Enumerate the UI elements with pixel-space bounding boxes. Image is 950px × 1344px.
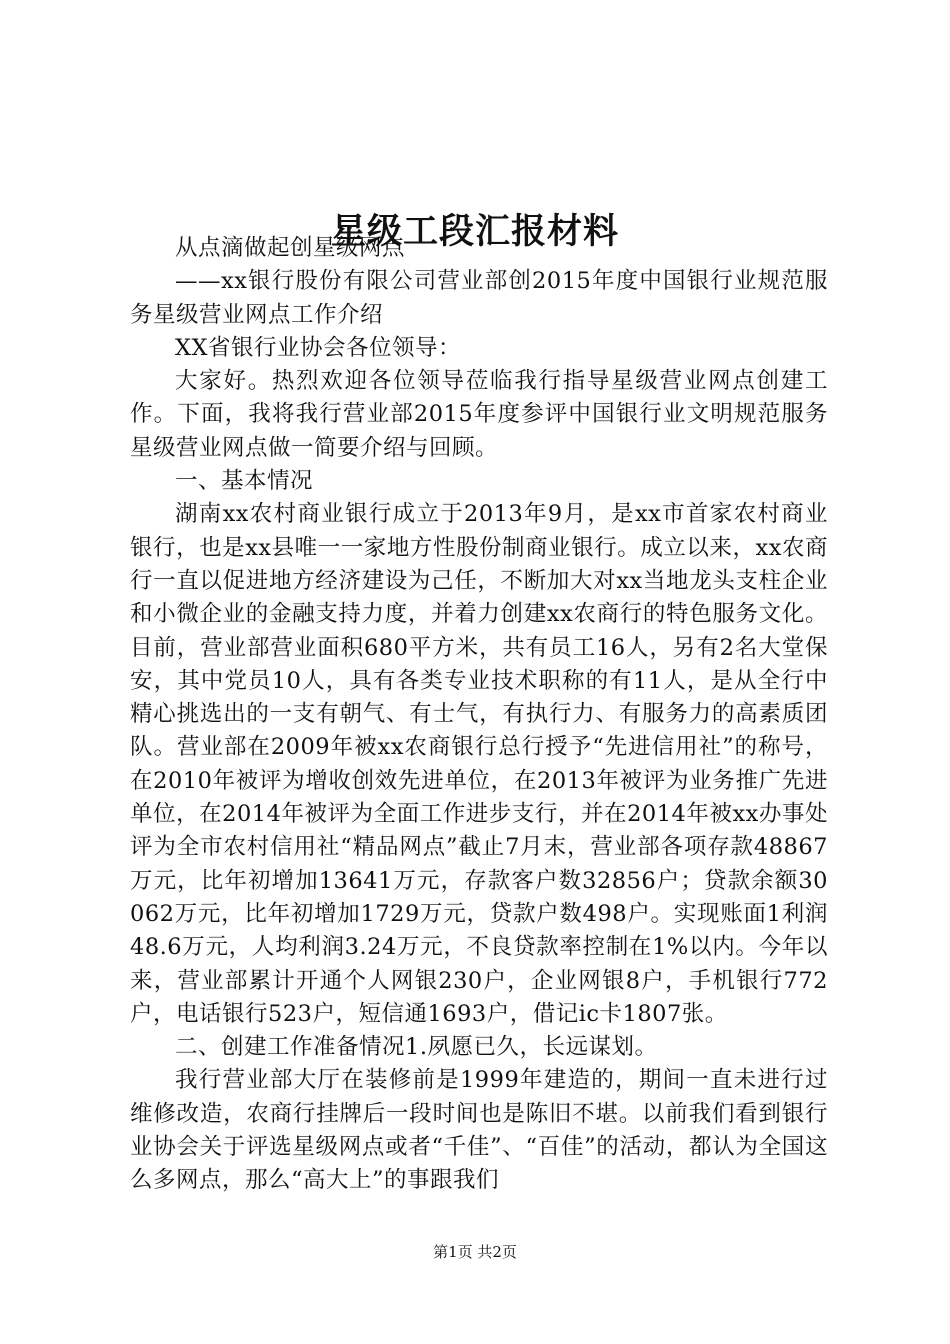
paragraph-subtitle: 从点滴做起创星级网点 — [175, 235, 406, 261]
paragraph-basic-info: 湖南xx农村商业银行成立于2013年9月，是xx市首家农村商业银行，也是xx县唯一一家地方性股份制商业银行。成立以来，xx农商行一直以促进地方经济建设为己任，不断加大对xx当地龙头支柱企业和小微企业的金融支持力度，并着力创建xx农商行的特色服务文化。目前，营业部营业面积680平方米，共有员工16人，另有2名大堂保安，其中党员10人，具有各类专业技术职称的有11人，是从全行中精心挑选出的一支有朝气、有士气，有执行力、有服务力的高素质团队。营业部在2009年被xx农商银行总行授予“先进信用社”的称号，在2010年被评为增收创效先进单位，在2013年被评为业务推广先进单位，在2014年被评为全面工作进步支行，并在2014年被xx办事处评为全市农村信用社“精品网点”截止7月末，营业部各项存款48867万元，比年初增加13641万元，存款客户数32856户；贷款余额30062万元，比年初增加1729万元，贷款户数498户。实现账面1利润48.6万元，人均利润3.24万元，不良贷款率控制在1%以内。今年以来，营业部累计开通个人网银230户，企业网银8户，手机银行772户，电话银行523户，短信通1693户，借记ic卡1807张。 — [130, 501, 828, 1027]
paragraph-preparation: 我行营业部大厅在装修前是1999年建造的，期间一直未进行过维修改造，农商行挂牌后一段时间也是陈旧不堪。以前我们看到银行业协会关于评选星级网点或者“千佳”、“百佳”的活动，都认为全国这么多网点，那么“高大上”的事跟我们 — [130, 1067, 828, 1194]
document-title: 星级工段汇报材料 — [330, 211, 619, 253]
paragraph-salutation: XX省银行业协会各位领导： — [175, 334, 462, 361]
paragraph-subheading: ——xx银行股份有限公司营业部创2015年度中国银行业规范服务星级营业网点工作介绍 — [130, 268, 828, 328]
section-heading-basic-info: 一、基本情况 — [175, 468, 314, 495]
paragraph-greeting: 大家好。热烈欢迎各位领导莅临我行指导星级营业网点创建工作。下面，我将我行营业部2015年度参评中国银行业文明规范服务星级营业网点做一简要介绍与回顾。 — [130, 368, 828, 461]
page-footer: 第1页 共2页 — [433, 1243, 517, 1261]
document-body — [130, 232, 828, 1198]
section-heading-preparation: 二、创建工作准备情况1.夙愿已久，长远谋划。 — [175, 1034, 658, 1061]
